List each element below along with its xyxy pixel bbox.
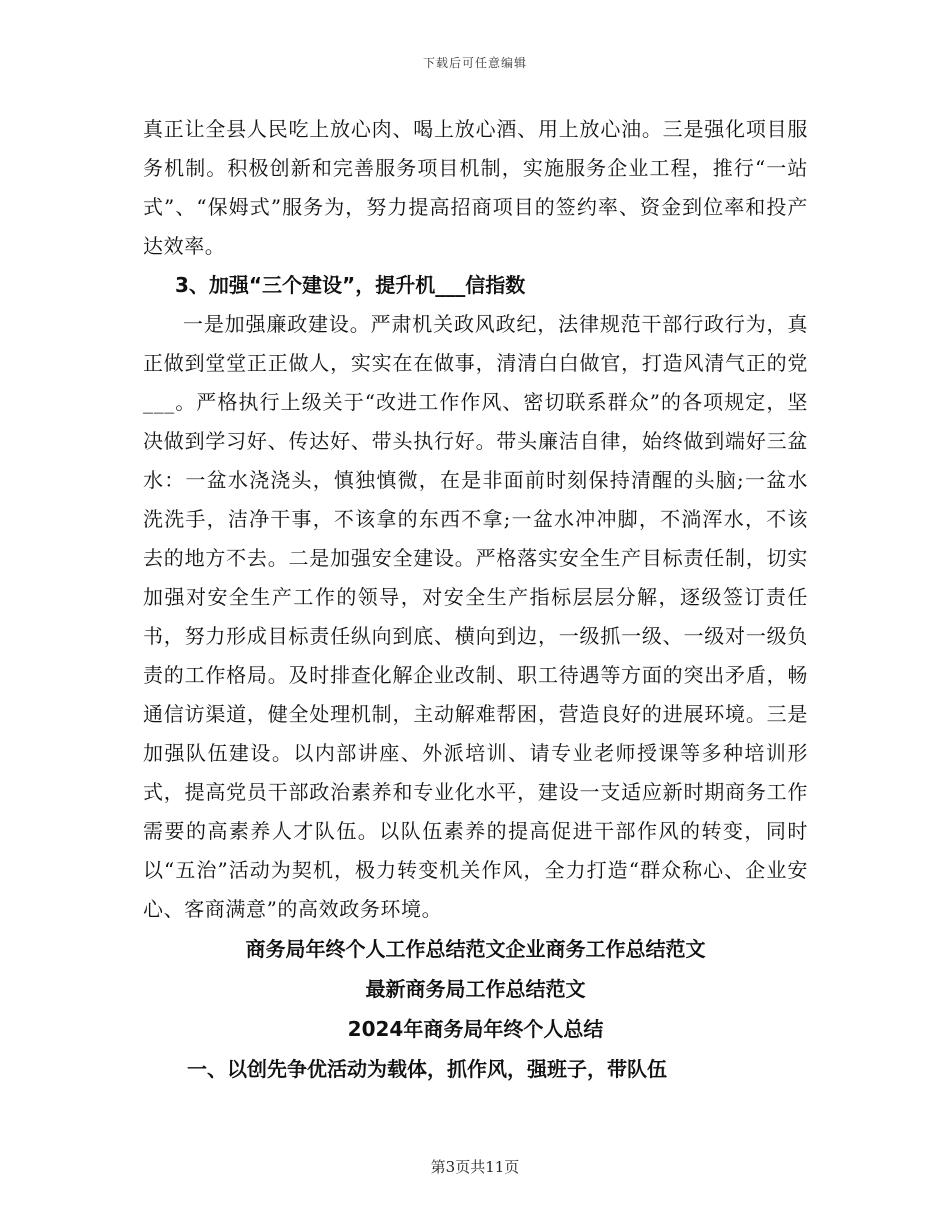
paragraph-three-constructions: 一是加强廉政建设。严肃机关政风政纪，法律规范干部行政行为，真正做到堂堂正正做人，实实在在做事，清清白白做官，打造风清气正的党___。严格执行上级关于“改进工作作风、密切联系群众”的各项规定，坚决做到学习好、传达好、带头执行好。带头廉洁自律，始终做到端好三盆水：一盆水浇浇头，慎独慎微，在是非面前时刻保持清醒的头脑;一盆水洗洗手，洁净干事，不该拿的东西不拿;一盆水冲冲脚，不淌浑水，不该去的地方不去。二是加强安全建设。严格落实安全生产目标责任制，切实加强对安全生产工作的领导，对安全生产指标层层分解，逐级签订责任书，努力形成目标责任纵向到底、横向到边，一级抓一级、一级对一级负责的工作格局。及时排查化解企业改制、职工待遇等方面的突出矛盾，畅通信访渠道，健全处理机制，主动解难帮困，营造良好的进展环境。三是加强队伍建设。以内部讲座、外派培训、请专业老师授课等多种培训形式，提高党员干部政治素养和专业化水平，建设一支适应新时期商务工作需要的高素养人才队伍。以队伍素养的提高促进干部作风的转变，同时以“五治”活动为契机，极力转变机关作风，全力打造“群众称心、企业安心、客商满意”的高效政务环境。 [143, 312, 808, 921]
section-heading-1: 一、以创先争优活动为载体，抓作风，强班子，带队伍 [187, 1057, 667, 1081]
page-number: 第3页共11页 [430, 1158, 520, 1176]
title-summary-1: 商务局年终个人工作总结范文企业商务工作总结范文 [245, 937, 706, 961]
document-body [143, 110, 808, 1089]
title-summary-2: 最新商务局工作总结范文 [365, 977, 586, 1001]
header-note: 下载后可任意编辑 [422, 56, 527, 70]
subheading-three-constructions: 3、加强“三个建设”，提升机___信指数 [175, 273, 526, 297]
title-summary-3: 2024年商务局年终个人总结 [347, 1017, 604, 1041]
paragraph-continuation: 真正让全县人民吃上放心肉、喝上放心酒、用上放心油。三是强化项目服务机制。积极创新和完善服务项目机制，实施服务企业工程，推行“一站式”、“保姆式”服务为，努力提高招商项目的签约率、资金到位率和投产达效率。 [143, 117, 808, 258]
